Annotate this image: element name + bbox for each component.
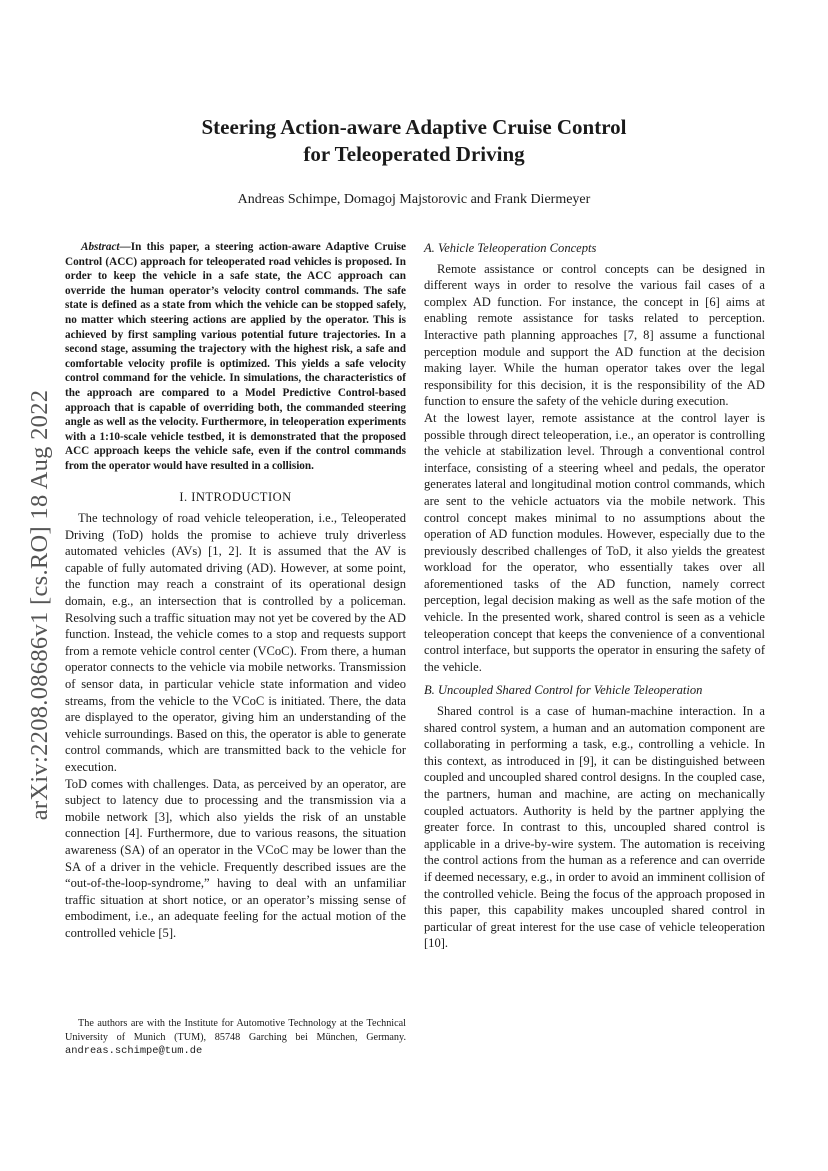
subsection-b-paragraph-1: Shared control is a case of human-machine interaction. In a shared control system, a human and an automation component are collaborating in performing a task, e.g., controlling a vehicle. In this context, as introduced in [9], it can be distinguished between coupled and uncoupled shared control designs. In the coupled case, the partners, human and machine, are acting on mechanically coupled actuators. Authority is held by the partner applying the greater force. In contrast to this, uncoupled shared control is applicable in a drive-by-wire system. The automation is receiving the control actions from the human as a reference and can override if deemed necessary, e.g., in order to avoid an imminent collision of the controlled vehicle. Being the focus of the approach proposed in this paper, this capability makes uncoupled shared control in particular of great interest for the use case of vehicle teleoperation [10]. (424, 704, 765, 951)
authors: Andreas Schimpe, Domagoj Majstorovic and Frank Diermeyer (237, 192, 591, 207)
paper-title-line1: Steering Action-aware Adaptive Cruise Control (201, 115, 627, 139)
left-column (65, 240, 406, 942)
paper-title-line2: for Teleoperated Driving (303, 142, 525, 166)
paper-title (150, 114, 678, 168)
author-email[interactable]: andreas.schimpe@tum.de (65, 1045, 203, 1057)
right-column (424, 240, 765, 952)
intro-paragraph-1: The technology of road vehicle teleoperation, i.e., Teleoperated Driving (ToD) holds the promise to achieve truly driverless automated vehicles (AVs) [1, 2]. It is assumed that the AV is capable of fully automated driving (AD). However, at some point, the function may reach a constraint of its operational design domain, e.g., an intersection that is controlled by a policeman. Resolving such a traffic situation may not yet be covered by the AD function. Instead, the vehicle comes to a stop and requests support from a remote vehicle control center (VCoC). From there, a human operator connects to the vehicle via mobile networks. Transmission of sensor data, in particular vehicle state information and video streams, from the vehicle to the VCoC is initiated. There, the data are displayed to the operator, giving him an understanding of the vehicle surroundings. Based on this, the operator is able to generate control commands, which are transmitted back to the vehicle for execution. (65, 511, 406, 774)
subsection-a-paragraph-1: Remote assistance or control concepts can be designed in different ways in order to resolve the various fail cases of a complex AD function. For instance, the concept in [6] aims at enabling remote assistance for tasks related to perception. Interactive path planning approaches [7, 8] assume a functional perception module and support the AD function at the decision making layer. While the human operator takes over the legal responsibility for this decision, it is the responsibility of the AD function to ensure the safety of the vehicle during execution. (424, 261, 765, 409)
abstract-text: In this paper, a steering action-aware Adaptive Cruise Control (ACC) approach for teleoperated road vehicles is proposed. In order to keep the vehicle in a safe state, the ACC approach can override the human operator’s velocity control commands. The safe state is defined as a state from which the vehicle can be stopped safely, no matter which steering actions are applied by the operator. This is achieved by first sampling various potential future trajectories. In a second stage, assuming the trajectory with the highest risk, a safe and comfortable velocity profile is optimized. This yields a safe velocity control command for the vehicle. In simulations, the characteristics of the approach are compared to a Model Predictive Control-based approach that is capable of overriding both, the commanded steering angle as well as the velocity. Furthermore, in teleoperation experiments with a 1:10-scale vehicle testbed, it is demonstrated that the proposed ACC approach keeps the vehicle safe, even if the control commands from the operator would have resulted in a collision. (65, 241, 406, 472)
abstract-dash: — (119, 241, 131, 253)
subsection-a-heading: A. Vehicle Teleoperation Concepts (424, 241, 597, 255)
affiliation-footnote (65, 1017, 406, 1059)
intro-heading: I. INTRODUCTION (179, 489, 292, 504)
subsection-b-heading: B. Uncoupled Shared Control for Vehicle Teleoperation (424, 683, 703, 698)
subsection-a-paragraph-2: At the lowest layer, remote assistance at the control layer is possible through direct teleoperation, i.e., an operator is controlling the vehicle at stabilization level. Through a conventional control interface, consisting of a steering wheel and pedals, the operator generates lateral and longitudinal motion control commands, which are sent to the vehicle actuators via the mobile network. This control concept makes minimal to no assumptions about the operation of AD function modules. However, especially due to the previously described challenges of ToD, it also yields the greatest workload for the operator, who essentially takes over all aforementioned tasks of the AD function, namely correct perception, legal decision making as well as the safe motion of the vehicle. In the presented work, shared control is seen as a vehicle teleoperation concept that keeps the convenience of a conventional control interface, but supports the operator in ensuring the safety of the vehicle. (424, 410, 765, 674)
intro-paragraph-2: ToD comes with challenges. Data, as perceived by an operator, are subject to latency due to processing and the transmission via a mobile network [3], which also yields the risk of an unstable connection [4]. Furthermore, due to various reasons, the situation awareness (SA) of an operator in the VCoC may be lower than the SA of a driver in the vehicle. Frequently described issues are the “out-of-the-loop-syndrome,” having to deal with an unfamiliar traffic situation at short notice, or an operator’s missing sense of embodiment, i.e., an adequate feeling for the actual motion of the controlled vehicle [5]. (65, 776, 406, 940)
arxiv-identifier-text: arXiv:2208.08686v1 [cs.RO] 18 Aug 2022 (26, 389, 53, 821)
abstract-label: Abstract (81, 241, 120, 253)
abstract (65, 240, 406, 474)
arxiv-identifier (20, 355, 60, 855)
footnote-text: The authors are with the Institute for Automotive Technology at the Technical University of Munich (TUM), 85748 Garching bei München, Germany. (65, 1018, 406, 1043)
